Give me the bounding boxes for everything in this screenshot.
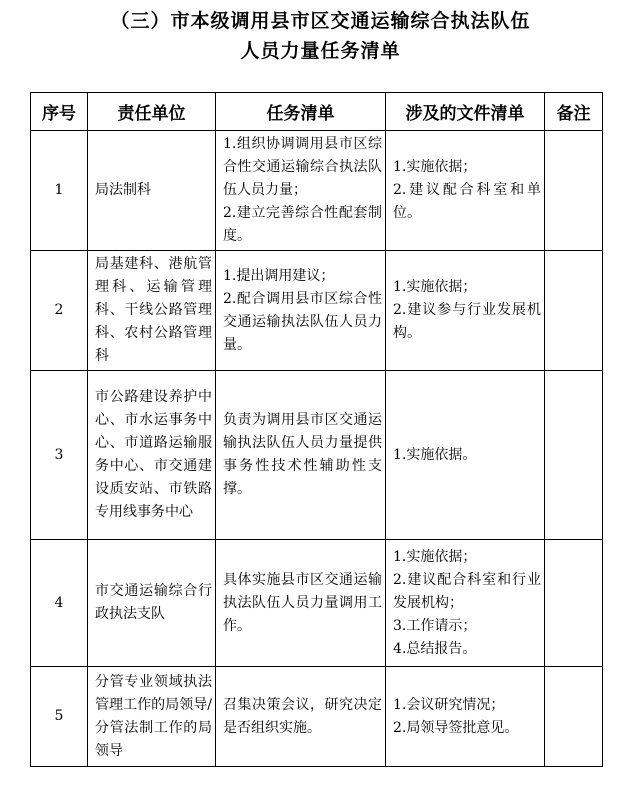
row-unit: 市交通运输综合行政执法支队 bbox=[88, 540, 216, 667]
doc-item: 4.总结报告。 bbox=[393, 640, 477, 657]
row-tasks bbox=[216, 371, 386, 540]
row-seq: 2 bbox=[31, 251, 88, 371]
header-unit: 责任单位 bbox=[88, 93, 216, 131]
row-remark bbox=[545, 131, 603, 251]
row-tasks bbox=[216, 131, 386, 251]
task-table bbox=[30, 92, 603, 767]
row-remark bbox=[545, 251, 603, 371]
row-docs bbox=[386, 251, 545, 371]
doc-item: 1.会议研究情况； bbox=[393, 696, 505, 713]
doc-item: 3.工作请示； bbox=[393, 617, 477, 634]
row-remark bbox=[545, 667, 603, 767]
task-item: 2.配合调用县市区综合性交通运输执法队伍人员力量。 bbox=[223, 290, 382, 353]
title-line-2: 人员力量任务清单 bbox=[240, 40, 401, 62]
doc-item: 2.局领导签批意见。 bbox=[393, 719, 519, 736]
row-unit: 局法制科 bbox=[88, 131, 216, 251]
row-docs bbox=[386, 540, 545, 667]
task-item: 召集决策会议，研究决定是否组织实施。 bbox=[223, 696, 382, 736]
doc-item: 2.建议参与行业发展机构。 bbox=[393, 302, 541, 341]
doc-item: 1.实施依据； bbox=[393, 159, 477, 175]
row-seq: 5 bbox=[31, 667, 88, 767]
row-unit: 市公路建设养护中心、市水运事务中心、市道路运输服务中心、市交通建设质安站、市铁路专用线事务中心 bbox=[88, 371, 216, 540]
table-row bbox=[31, 540, 603, 667]
header-tasks: 任务清单 bbox=[216, 93, 386, 131]
doc-item: 1.实施依据； bbox=[393, 548, 477, 565]
row-tasks bbox=[216, 540, 386, 667]
row-seq: 4 bbox=[31, 540, 88, 667]
doc-item: 2.建议配合科室和行业发展机构； bbox=[393, 571, 541, 611]
task-item: 2.建立完善综合性配套制度。 bbox=[223, 205, 382, 244]
doc-item: 1.实施依据； bbox=[393, 279, 477, 295]
task-item: 具体实施县市区交通运输执法队伍人员力量调用工作。 bbox=[223, 571, 382, 634]
table-row bbox=[31, 251, 603, 371]
row-tasks bbox=[216, 667, 386, 767]
row-unit: 分管专业领域执法管理工作的局领导/分管法制工作的局领导 bbox=[88, 667, 216, 767]
row-remark bbox=[545, 540, 603, 667]
row-seq: 3 bbox=[31, 371, 88, 540]
task-item: 负责为调用县市区交通运输执法队伍人员力量提供事务性技术性辅助性支撑。 bbox=[223, 412, 382, 497]
row-remark bbox=[545, 371, 603, 540]
table-header-row bbox=[31, 93, 603, 131]
header-docs: 涉及的文件清单 bbox=[386, 93, 545, 131]
table-row bbox=[31, 131, 603, 251]
row-docs bbox=[386, 131, 545, 251]
task-item: 1.组织协调调用县市区综合性交通运输综合执法队伍人员力量； bbox=[223, 136, 382, 198]
row-tasks bbox=[216, 251, 386, 371]
task-item: 1.提出调用建议； bbox=[223, 267, 335, 284]
doc-item: 2.建议配合科室和单位。 bbox=[393, 182, 541, 221]
title-line-1: （三）市本级调用县市区交通运输综合执法队伍 bbox=[110, 10, 531, 32]
header-remark: 备注 bbox=[545, 93, 603, 131]
row-seq: 1 bbox=[31, 131, 88, 251]
table-row bbox=[31, 667, 603, 767]
table-row bbox=[31, 371, 603, 540]
header-seq: 序号 bbox=[31, 93, 88, 131]
row-unit: 局基建科、港航管理科、运输管理科、干线公路管理科、农村公路管理科 bbox=[88, 251, 216, 371]
row-docs bbox=[386, 667, 545, 767]
row-docs bbox=[386, 371, 545, 540]
doc-item: 1.实施依据。 bbox=[393, 446, 477, 463]
